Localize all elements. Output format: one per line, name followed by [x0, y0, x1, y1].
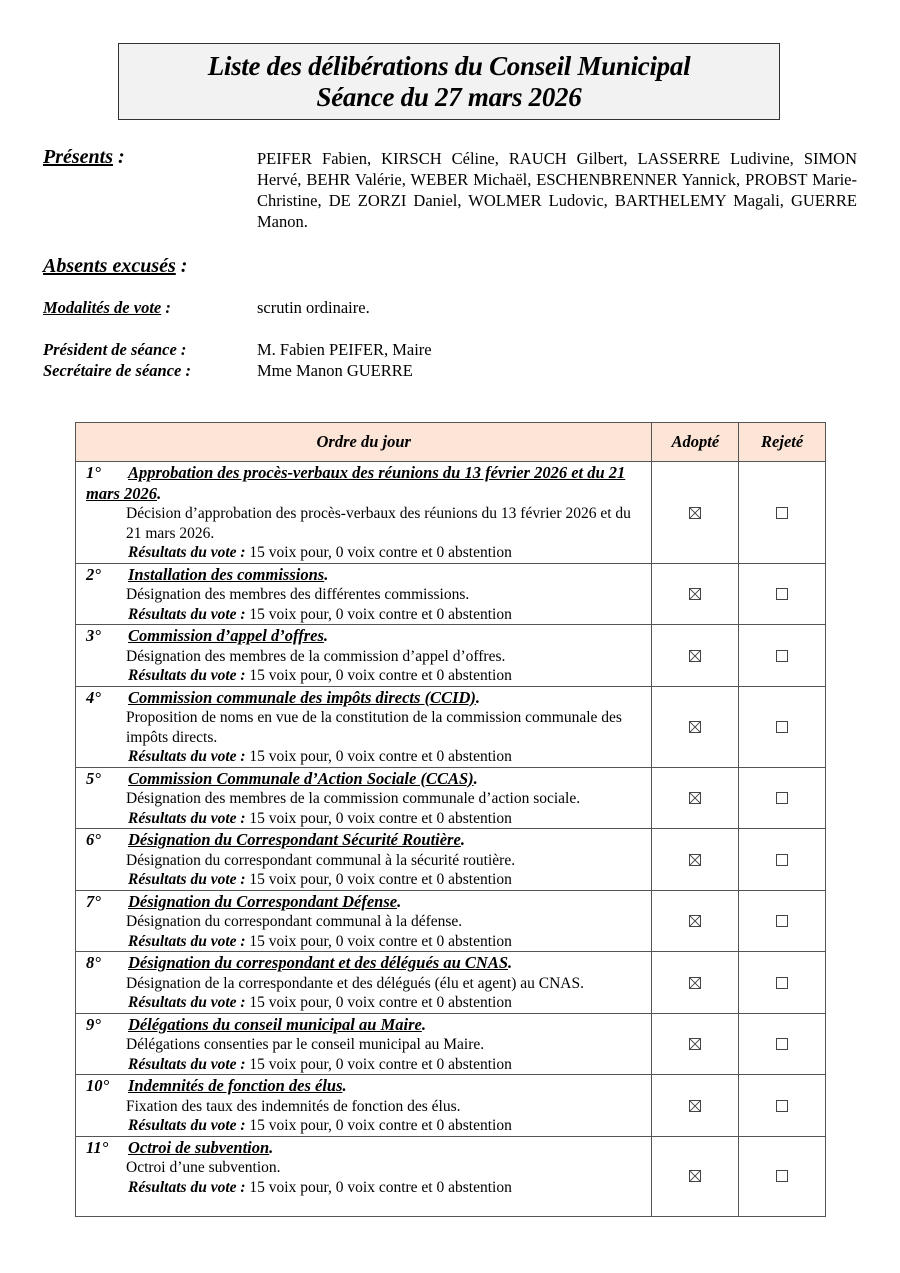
item-result [86, 809, 643, 829]
result-label: Résultats du vote : [128, 871, 246, 888]
adopted-cell [652, 767, 739, 829]
adopted-checkbox-icon[interactable] [689, 588, 701, 600]
agenda-row [76, 952, 826, 1014]
president-label: Président de séance : [43, 340, 187, 359]
presents-label-text: Présents [43, 146, 113, 168]
rejected-checkbox-icon[interactable] [776, 977, 788, 989]
modalites-colon: : [161, 298, 171, 317]
header-order: Ordre du jour [76, 423, 652, 462]
modalites-label-text: Modalités de vote [43, 298, 162, 317]
agenda-table [75, 422, 826, 1217]
agenda-row [76, 625, 826, 687]
adopted-checkbox-icon[interactable] [689, 977, 701, 989]
item-result [86, 666, 643, 686]
document-title-box [118, 43, 780, 120]
result-value: 15 voix pour, 0 voix contre et 0 abstention [245, 809, 512, 827]
result-value: 15 voix pour, 0 voix contre et 0 abstention [245, 748, 512, 765]
result-value: 15 voix pour, 0 voix contre et 0 abstention [245, 932, 512, 950]
agenda-row [76, 1075, 826, 1137]
item-heading-period: . [323, 626, 328, 645]
secretaire-value: Mme Manon GUERRE [257, 361, 413, 380]
item-result [86, 1178, 643, 1198]
item-number: 6° [86, 830, 101, 849]
header-rejected: Rejeté [739, 423, 826, 462]
rejected-checkbox-icon[interactable] [776, 1100, 788, 1112]
adopted-cell [652, 686, 739, 767]
modalites-value: scrutin ordinaire. [257, 298, 370, 317]
agenda-item-cell [76, 829, 652, 891]
absents-colon: : [175, 255, 188, 277]
item-result [86, 543, 643, 563]
item-result [86, 605, 643, 625]
item-result [86, 1116, 643, 1136]
result-label: Résultats du vote : [128, 1178, 246, 1196]
adopted-cell [652, 1075, 739, 1137]
item-heading: Désignation du Correspondant Sécurité Routière [128, 830, 461, 849]
agenda-header-row [76, 423, 826, 462]
agenda-item-title [86, 1015, 643, 1036]
agenda-item-cell [76, 1075, 652, 1137]
item-heading-period: . [324, 564, 329, 584]
item-heading: Approbation des procès-verbaux des réunions du 13 février 2026 et du 21 mars 2026 [86, 463, 626, 503]
result-label: Résultats du vote : [128, 748, 246, 765]
presents-colon: : [113, 146, 125, 168]
item-description: Désignation de la correspondante et des délégués (élu et agent) au CNAS. [126, 974, 584, 992]
item-heading-period: . [157, 483, 162, 503]
adopted-checkbox-icon[interactable] [689, 650, 701, 662]
adopted-checkbox-icon[interactable] [689, 1038, 701, 1050]
result-value: 15 voix pour, 0 voix contre et 0 abstention [245, 667, 512, 684]
agenda-item-title [86, 769, 643, 790]
item-heading: Commission Communale d’Action Sociale (CCAS) [128, 768, 474, 788]
session-date: Séance du 27 mars 2026 [316, 81, 582, 112]
agenda-item-title [86, 953, 643, 974]
result-value: 15 voix pour, 0 voix contre et 0 abstention [245, 544, 512, 561]
result-label: Résultats du vote : [128, 932, 246, 950]
rejected-cell [739, 767, 826, 829]
rejected-checkbox-icon[interactable] [776, 507, 788, 519]
rejected-cell [739, 625, 826, 687]
rejected-checkbox-icon[interactable] [776, 650, 788, 662]
agenda-item-cell [76, 952, 652, 1014]
result-label: Résultats du vote : [128, 994, 246, 1011]
adopted-checkbox-icon[interactable] [689, 1100, 701, 1112]
result-label: Résultats du vote : [128, 667, 246, 684]
rejected-cell [739, 1013, 826, 1075]
item-result [86, 932, 643, 952]
item-heading-period: . [475, 687, 481, 707]
agenda-row [76, 1136, 826, 1216]
document-title: Liste des délibérations du Conseil Municipal [207, 50, 691, 81]
item-description: Décision d’approbation des procès-verbaux des réunions du 13 février 2026 et du 21 mars 2026. [126, 505, 631, 542]
adopted-checkbox-icon[interactable] [689, 721, 701, 733]
absents-label-text: Absents excusés [43, 255, 176, 277]
result-value: 15 voix pour, 0 voix contre et 0 abstention [245, 994, 512, 1011]
rejected-checkbox-icon[interactable] [776, 915, 788, 927]
presents-label [43, 146, 125, 169]
item-result [86, 1055, 643, 1075]
rejected-cell [739, 829, 826, 891]
rejected-checkbox-icon[interactable] [776, 854, 788, 866]
item-number: 5° [86, 768, 101, 788]
item-number: 2° [86, 564, 101, 584]
agenda-item-cell [76, 890, 652, 952]
header-adopted: Adopté [652, 423, 739, 462]
agenda-row [76, 890, 826, 952]
agenda-item-title [86, 830, 643, 851]
item-heading-period: . [342, 1076, 347, 1095]
adopted-checkbox-icon[interactable] [689, 1170, 701, 1182]
item-number: 3° [86, 626, 101, 645]
agenda-item-cell [76, 1013, 652, 1075]
item-description: Désignation des membres des différentes commissions. [126, 586, 470, 603]
agenda-item-title [86, 892, 643, 913]
item-heading: Installation des commissions [128, 564, 325, 584]
item-heading-period: . [473, 768, 478, 788]
agenda-item-title [86, 1138, 643, 1159]
agenda-item-title [86, 565, 643, 586]
agenda-item-cell [76, 686, 652, 767]
rejected-checkbox-icon[interactable] [776, 1038, 788, 1050]
item-heading: Indemnités de fonction des élus [128, 1076, 343, 1095]
result-label: Résultats du vote : [128, 1117, 246, 1134]
result-value: 15 voix pour, 0 voix contre et 0 abstention [245, 1117, 512, 1134]
adopted-checkbox-icon[interactable] [689, 854, 701, 866]
agenda-row [76, 1013, 826, 1075]
item-number: 1° [86, 463, 101, 482]
adopted-cell [652, 462, 739, 564]
result-label: Résultats du vote : [128, 605, 246, 623]
result-value: 15 voix pour, 0 voix contre et 0 abstention [245, 1178, 512, 1196]
item-heading-period: . [397, 891, 402, 911]
secretaire-label: Secrétaire de séance : [43, 361, 191, 380]
rejected-cell [739, 462, 826, 564]
item-heading-period: . [421, 1014, 426, 1034]
rejected-checkbox-icon[interactable] [776, 1170, 788, 1182]
absents-label [43, 255, 187, 278]
item-heading-period: . [508, 953, 513, 972]
adopted-cell [652, 952, 739, 1014]
item-description: Désignation du correspondant communal à la sécurité routière. [126, 851, 516, 869]
agenda-item-cell [76, 563, 652, 625]
adopted-checkbox-icon[interactable] [689, 792, 701, 804]
agenda-item-cell [76, 767, 652, 829]
rejected-checkbox-icon[interactable] [776, 588, 788, 600]
adopted-checkbox-icon[interactable] [689, 915, 701, 927]
adopted-cell [652, 1136, 739, 1216]
item-heading: Commission communale des impôts directs (CCID) [128, 687, 476, 707]
president-value: M. Fabien PEIFER, Maire [257, 340, 432, 359]
rejected-cell [739, 686, 826, 767]
item-description: Désignation du correspondant communal à la défense. [126, 913, 463, 930]
rejected-checkbox-icon[interactable] [776, 721, 788, 733]
item-result [86, 870, 643, 890]
item-heading-period: . [269, 1137, 274, 1157]
agenda-row [76, 829, 826, 891]
presents-list: PEIFER Fabien, KIRSCH Céline, RAUCH Gilbert, LASSERRE Ludivine, SIMON Hervé, BEHR Valérie, WEBER Michaël, ESCHENBRENNER Yannick, PROBST Marie-Christine, DE ZORZI Daniel, WOLMER Ludovic, BARTHELEMY Magali, GUERRE Manon. [257, 149, 857, 231]
agenda-row [76, 462, 826, 564]
item-number: 9° [86, 1014, 101, 1034]
item-number: 4° [86, 687, 101, 707]
item-description: Fixation des taux des indemnités de fonction des élus. [126, 1097, 461, 1115]
item-heading: Délégations du conseil municipal au Maire [128, 1014, 422, 1034]
result-value: 15 voix pour, 0 voix contre et 0 abstention [245, 1055, 512, 1073]
agenda-item-title [86, 626, 643, 647]
agenda-item-cell [76, 462, 652, 564]
agenda-item-cell [76, 625, 652, 687]
item-result [86, 993, 643, 1013]
item-number: 10° [86, 1076, 110, 1095]
result-value: 15 voix pour, 0 voix contre et 0 abstention [245, 605, 512, 623]
agenda-item-title [86, 1076, 643, 1097]
item-heading: Octroi de subvention [128, 1137, 270, 1157]
item-number: 11° [86, 1137, 109, 1157]
result-value: 15 voix pour, 0 voix contre et 0 abstention [245, 871, 512, 888]
item-heading: Commission d’appel d’offres [128, 626, 324, 645]
adopted-cell [652, 625, 739, 687]
item-description: Proposition de noms en vue de la constitution de la commission communale des impôts directs. [126, 709, 622, 746]
rejected-cell [739, 1075, 826, 1137]
rejected-cell [739, 563, 826, 625]
result-label: Résultats du vote : [128, 809, 246, 827]
agenda-item-title [86, 463, 643, 504]
item-description: Délégations consenties par le conseil municipal au Maire. [126, 1036, 485, 1053]
agenda-row [76, 767, 826, 829]
result-label: Résultats du vote : [128, 1055, 246, 1073]
item-heading-period: . [460, 830, 465, 849]
adopted-cell [652, 829, 739, 891]
item-description: Désignation des membres de la commission communale d’action sociale. [126, 790, 581, 807]
item-number: 8° [86, 953, 101, 972]
agenda-row [76, 686, 826, 767]
rejected-checkbox-icon[interactable] [776, 792, 788, 804]
adopted-cell [652, 563, 739, 625]
result-label: Résultats du vote : [128, 544, 246, 561]
agenda-item-title [86, 688, 643, 709]
adopted-cell [652, 890, 739, 952]
adopted-checkbox-icon[interactable] [689, 507, 701, 519]
modalites-label [43, 298, 171, 318]
rejected-cell [739, 1136, 826, 1216]
item-number: 7° [86, 891, 101, 911]
item-description: Octroi d’une subvention. [126, 1159, 281, 1176]
agenda-item-cell [76, 1136, 652, 1216]
item-result [86, 747, 643, 767]
rejected-cell [739, 952, 826, 1014]
agenda-row [76, 563, 826, 625]
item-description: Désignation des membres de la commission d’appel d’offres. [126, 647, 506, 665]
rejected-cell [739, 890, 826, 952]
adopted-cell [652, 1013, 739, 1075]
item-heading: Désignation du correspondant et des délégués au CNAS [128, 953, 508, 972]
item-heading: Désignation du Correspondant Défense [128, 891, 398, 911]
